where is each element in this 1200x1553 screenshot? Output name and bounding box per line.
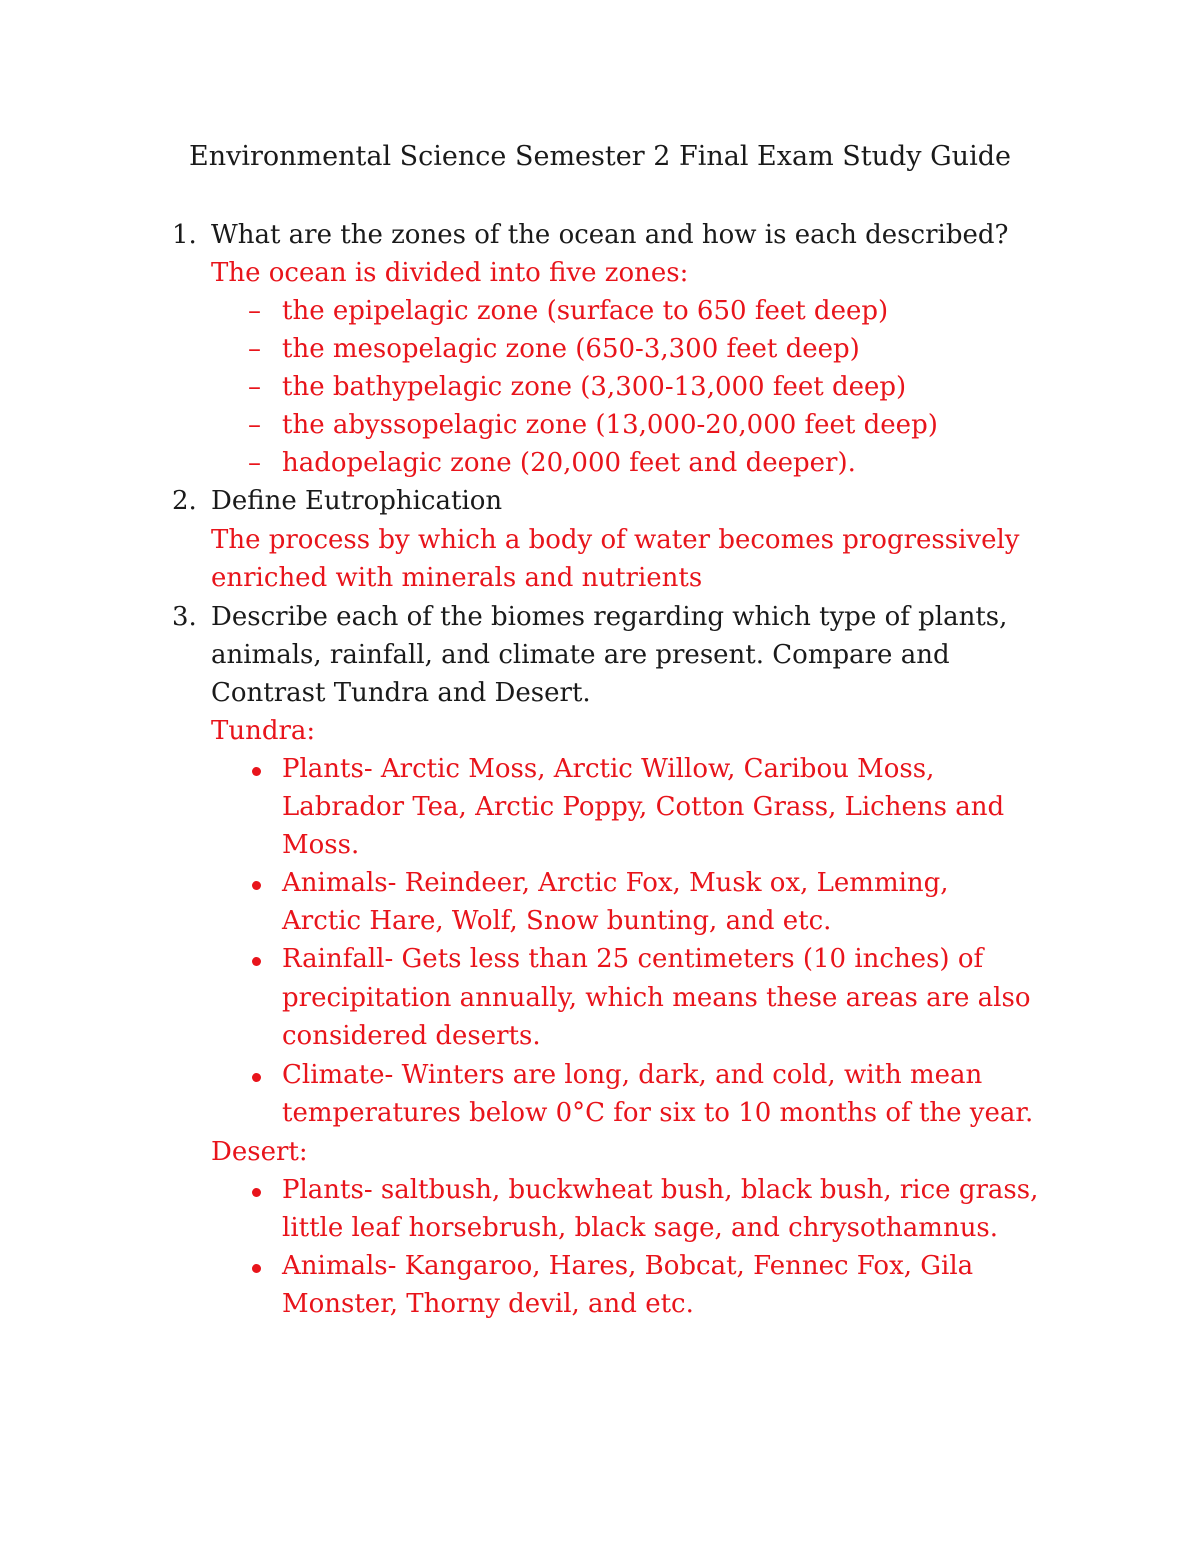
zone-item: hadopelagic zone (20,000 feet and deeper).	[282, 448, 856, 478]
question-text: Define Eutrophication	[211, 486, 503, 516]
bullet-text: Monster, Thorny devil, and etc.	[282, 1289, 694, 1319]
bullet-dot-icon	[252, 957, 261, 966]
bullet-text: precipitation annually, which means these areas are also	[282, 983, 1031, 1013]
dash-marker: –	[248, 334, 261, 364]
bullet-text: Rainfall- Gets less than 25 centimeters (10 inches) of	[282, 944, 984, 974]
answer-line: The process by which a body of water becomes progressively	[211, 525, 1020, 555]
desert-heading: Desert:	[211, 1137, 308, 1167]
bullet-text: Labrador Tea, Arctic Poppy, Cotton Grass, Lichens and	[282, 792, 1005, 822]
question-text: Describe each of the biomes regarding which type of plants,	[211, 602, 1008, 632]
tundra-heading: Tundra:	[211, 716, 316, 746]
question-text: animals, rainfall, and climate are present. Compare and	[211, 640, 950, 670]
bullet-dot-icon	[252, 881, 261, 890]
zone-item: the mesopelagic zone (650-3,300 feet deep)	[282, 334, 860, 364]
bullet-text: Plants- saltbush, buckwheat bush, black bush, rice grass,	[282, 1175, 1039, 1205]
bullet-text: Arctic Hare, Wolf, Snow bunting, and etc.	[282, 906, 832, 936]
answer-intro: The ocean is divided into five zones:	[211, 258, 689, 288]
bullet-text: Animals- Reindeer, Arctic Fox, Musk ox, Lemming,	[282, 868, 949, 898]
dash-marker: –	[248, 410, 261, 440]
answer-line: enriched with minerals and nutrients	[211, 563, 703, 593]
dash-marker: –	[248, 448, 261, 478]
question-number: 2.	[172, 486, 197, 516]
bullet-text: little leaf horsebrush, black sage, and chrysothamnus.	[282, 1213, 999, 1243]
bullet-dot-icon	[252, 767, 261, 776]
question-text: Contrast Tundra and Desert.	[211, 678, 591, 708]
bullet-text: Climate- Winters are long, dark, and cold, with mean	[282, 1060, 983, 1090]
zone-item: the bathypelagic zone (3,300-13,000 feet deep)	[282, 372, 907, 402]
bullet-text: Plants- Arctic Moss, Arctic Willow, Caribou Moss,	[282, 754, 935, 784]
bullet-text: temperatures below 0°C for six to 10 months of the year.	[282, 1098, 1034, 1128]
bullet-dot-icon	[252, 1188, 261, 1197]
zone-item: the epipelagic zone (surface to 650 feet deep)	[282, 296, 889, 326]
bullet-dot-icon	[252, 1264, 261, 1273]
question-number: 1.	[172, 220, 197, 250]
bullet-text: considered deserts.	[282, 1021, 541, 1051]
bullet-text: Moss.	[282, 830, 360, 860]
question-number: 3.	[172, 602, 197, 632]
document-title: Environmental Science Semester 2 Final Exam Study Guide	[189, 141, 1011, 172]
dash-marker: –	[248, 372, 261, 402]
bullet-text: Animals- Kangaroo, Hares, Bobcat, Fennec Fox, Gila	[282, 1251, 974, 1281]
dash-marker: –	[248, 296, 261, 326]
zone-item: the abyssopelagic zone (13,000-20,000 feet deep)	[282, 410, 938, 440]
bullet-dot-icon	[252, 1073, 261, 1082]
question-text: What are the zones of the ocean and how is each described?	[211, 220, 1009, 250]
